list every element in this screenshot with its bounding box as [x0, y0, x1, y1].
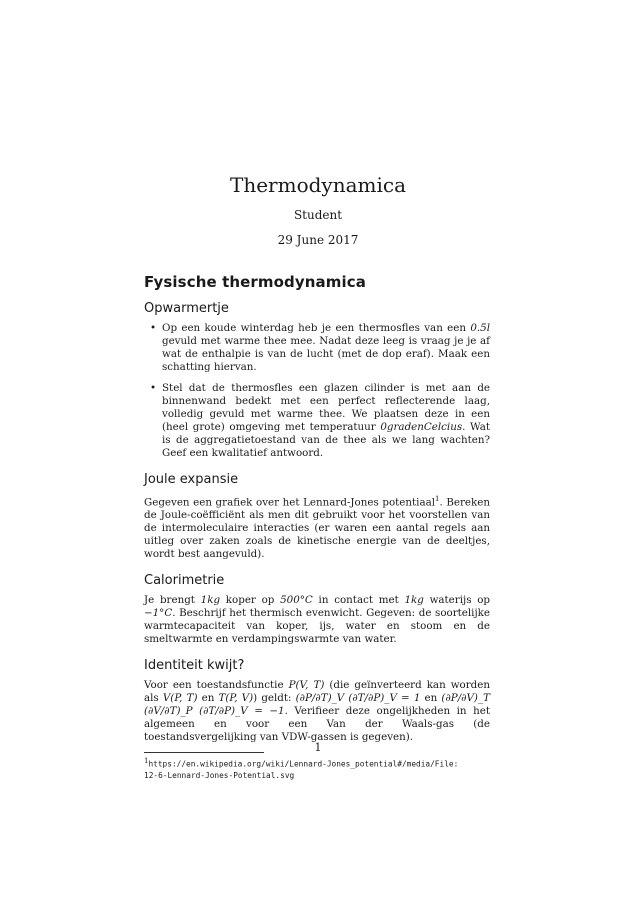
math-inline: −1°C — [144, 607, 173, 620]
math-inline: 0.5l — [470, 322, 490, 334]
math-inline: 0gradenCelcius — [380, 421, 463, 433]
document-title: Thermodynamica — [229, 173, 406, 197]
document-date: 29 June 2017 — [277, 233, 359, 247]
math-inline: P(V, T) — [288, 679, 325, 692]
footnote-number: 1 — [144, 757, 149, 766]
paragraph-calorimetrie: Je brengt 1kg koper op 500°C in contact met 1kg waterijs op −1°C. Beschrijf het thermisch evenwicht. Gegeven: de soortelijke warmtecapaciteit van koper, ijs, water en stoom en de smeltwarmte en verdampingswarmte van water. — [144, 594, 491, 646]
footnote — [144, 756, 490, 781]
subsection-title-opwarmertje: Opwarmertje — [144, 301, 229, 316]
math-inline: (∂P/∂T)_V (∂T/∂P)_V = 1 — [295, 692, 421, 705]
document-body — [144, 273, 490, 781]
footnote-url[interactable]: https://en.wikipedia.org/wiki/Lennard-Jones_potential#/media/File: — [148, 760, 459, 770]
math-inline: T(P, V) — [218, 692, 254, 705]
footnote-mark[interactable]: 1 — [435, 495, 440, 503]
math-inline: (∂P/∂V)_T (∂V/∂T)_P (∂T/∂P)_V = −1 — [144, 692, 490, 718]
math-inline: 500°C — [280, 594, 313, 607]
math-inline: 1kg — [404, 594, 424, 607]
paragraph-joule: Gegeven een grafiek over het Lennard-Jones potentiaal$^1$. Bereken de Joule-coëfficiënt als men dit gebruikt voor het voorstellen van de intermoleculaire interacties (er waren een aantal regels aan uitleg over zaken zoals de kinetische energie van de deeltjes, wordt best aangevuld). — [144, 495, 490, 561]
list-item: • Stel dat de thermosfles een glazen cilinder is met aan de binnenwand bedekt met een perfect reflecterende laag, volledig gevuld met warme thee. We plaatsen deze in een (heel grote) omgeving met temperatuur 0gradenCelcius. Wat is de aggregatietoestand van de thee als we lang wachten? Geef een kwalitatief antwoord. — [162, 382, 490, 460]
paragraph-identiteit: Voor een toestandsfunctie P(V, T) (die geïnverteerd kan worden als V(P, T) en T(P, V)) geldt: (∂P/∂T)_V (∂T/∂P)_V = 1 en (∂P/∂V)_T (∂V/∂T)_P (∂T/∂P)_V = −1. Verifieer deze ongelijkheden in het algemeen en voor een Van der Waals-gas (de toestandsvergelijking van VDW-gassen is gegeven). — [144, 679, 490, 744]
footnote-url-continued[interactable]: 12-6-Lennard-Jones-Potential.svg — [144, 771, 295, 781]
list-item: • Op een koude winterdag heb je een thermosfles van een 0.5l gevuld met warme thee mee. Nadat deze leeg is vraag je je af wat de enthalpie is van de lucht (met de dop eraf). Maak een schatting hiervan. — [162, 322, 490, 374]
math-inline: V(P, T) — [162, 692, 198, 705]
page-number: 1 — [314, 741, 322, 754]
subsection-title-joule: Joule expansie — [144, 472, 239, 487]
math-inline: 1kg — [200, 594, 221, 607]
subsection-title-calorimetrie: Calorimetrie — [144, 573, 225, 589]
opwarmertje-list — [144, 322, 490, 460]
subsection-title-identiteit: Identiteit kwijt? — [144, 658, 245, 674]
section-title: Fysische thermodynamica — [144, 273, 366, 291]
document-author: Student — [293, 208, 343, 222]
